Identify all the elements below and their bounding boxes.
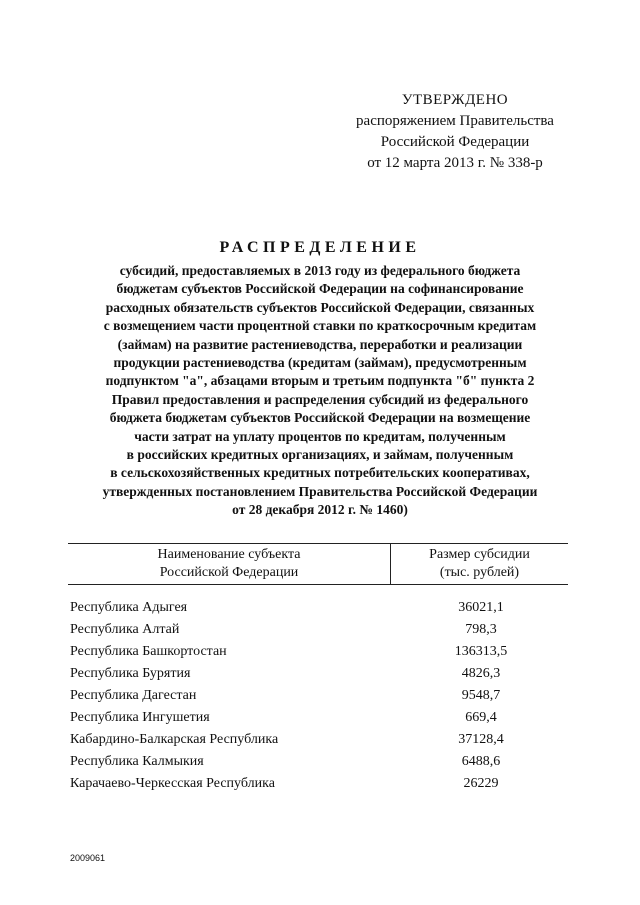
subject-name: Республика Калмыкия bbox=[70, 754, 204, 769]
table-body bbox=[70, 597, 570, 795]
table-row bbox=[70, 707, 570, 729]
table-row bbox=[70, 729, 570, 751]
subsidy-amount: 136313,5 bbox=[454, 644, 508, 659]
subsidy-amount: 4826,3 bbox=[461, 666, 501, 681]
subtitle-line: подпунктом "а", абзацами вторым и третьим подпункта "б" пункта 2 bbox=[105, 373, 535, 389]
subsidy-amount: 669,4 bbox=[465, 710, 497, 725]
subtitle-line: Правил предоставления и распределения субсидий из федерального bbox=[111, 391, 529, 407]
document-subtitle bbox=[40, 262, 600, 520]
subtitle-line: от 28 декабря 2012 г. № 1460) bbox=[232, 502, 408, 518]
approval-line-federation: Российской Федерации bbox=[380, 134, 530, 150]
subject-name: Республика Алтай bbox=[70, 622, 180, 637]
table-row bbox=[70, 619, 570, 641]
approval-line-date: от 12 марта 2013 г. № 338-р bbox=[367, 155, 543, 171]
subtitle-line: с возмещением части процентной ставки по краткосрочным кредитам bbox=[103, 318, 537, 334]
subtitle-line: бюджетам субъектов Российской Федерации на софинансирование bbox=[116, 281, 524, 297]
subtitle-line: бюджета бюджетам субъектов Российской Федерации на возмещение bbox=[109, 410, 531, 426]
subtitle-line: утвержденных постановлением Правительства Российской Федерации bbox=[102, 483, 538, 499]
subject-name: Республика Бурятия bbox=[70, 666, 191, 681]
subsidy-amount: 6488,6 bbox=[461, 754, 501, 769]
subsidy-amount: 798,3 bbox=[465, 622, 497, 637]
column-header-amount: Размер субсидии (тыс. рублей) bbox=[429, 547, 530, 580]
subtitle-line: расходных обязательств субъектов Российской Федерации, связанных bbox=[105, 299, 535, 315]
approval-heading: УТВЕРЖДЕНО bbox=[401, 92, 509, 108]
subject-name: Республика Адыгея bbox=[70, 600, 188, 615]
subtitle-line: субсидий, предоставляемых в 2013 году из федерального бюджета bbox=[119, 263, 521, 278]
subject-name: Республика Ингушетия bbox=[70, 710, 210, 725]
subsidy-amount: 26229 bbox=[463, 776, 499, 791]
subsidy-amount: 36021,1 bbox=[458, 600, 504, 615]
subsidy-amount: 37128,4 bbox=[458, 732, 504, 747]
approval-block bbox=[320, 90, 590, 174]
subject-name: Республика Дагестан bbox=[70, 688, 197, 703]
subtitle-line: (займам) на развитие растениеводства, переработки и реализации bbox=[117, 336, 523, 352]
subtitle-line: продукции растениеводства (кредитам (займам), предусмотренным bbox=[113, 355, 527, 371]
subject-name: Кабардино-Балкарская Республика bbox=[70, 732, 279, 747]
subtitle-line: части затрат на уплату процентов по кредитам, полученным bbox=[134, 428, 506, 444]
subtitle-line: в сельскохозяйственных кредитных потребительских кооперативах, bbox=[110, 465, 530, 481]
subject-name: Республика Башкортостан bbox=[70, 644, 227, 659]
document-title: РАСПРЕДЕЛЕНИЕ bbox=[219, 239, 421, 256]
column-header-subject: Наименование субъекта Российской Федерации bbox=[68, 544, 391, 584]
subtitle-line: в российских кредитных организациях, и займам, полученным bbox=[126, 447, 514, 463]
subject-name: Карачаево-Черкесская Республика bbox=[70, 776, 275, 791]
document-code: 2009061 bbox=[70, 853, 106, 863]
table-row bbox=[70, 773, 570, 795]
subsidy-amount: 9548,7 bbox=[461, 688, 501, 703]
table-row bbox=[70, 641, 570, 663]
table-header bbox=[68, 543, 568, 585]
table-row bbox=[70, 751, 570, 773]
approval-line-decree: распоряжением Правительства bbox=[356, 113, 554, 129]
table-row bbox=[70, 597, 570, 619]
table-row bbox=[70, 685, 570, 707]
table-row bbox=[70, 663, 570, 685]
